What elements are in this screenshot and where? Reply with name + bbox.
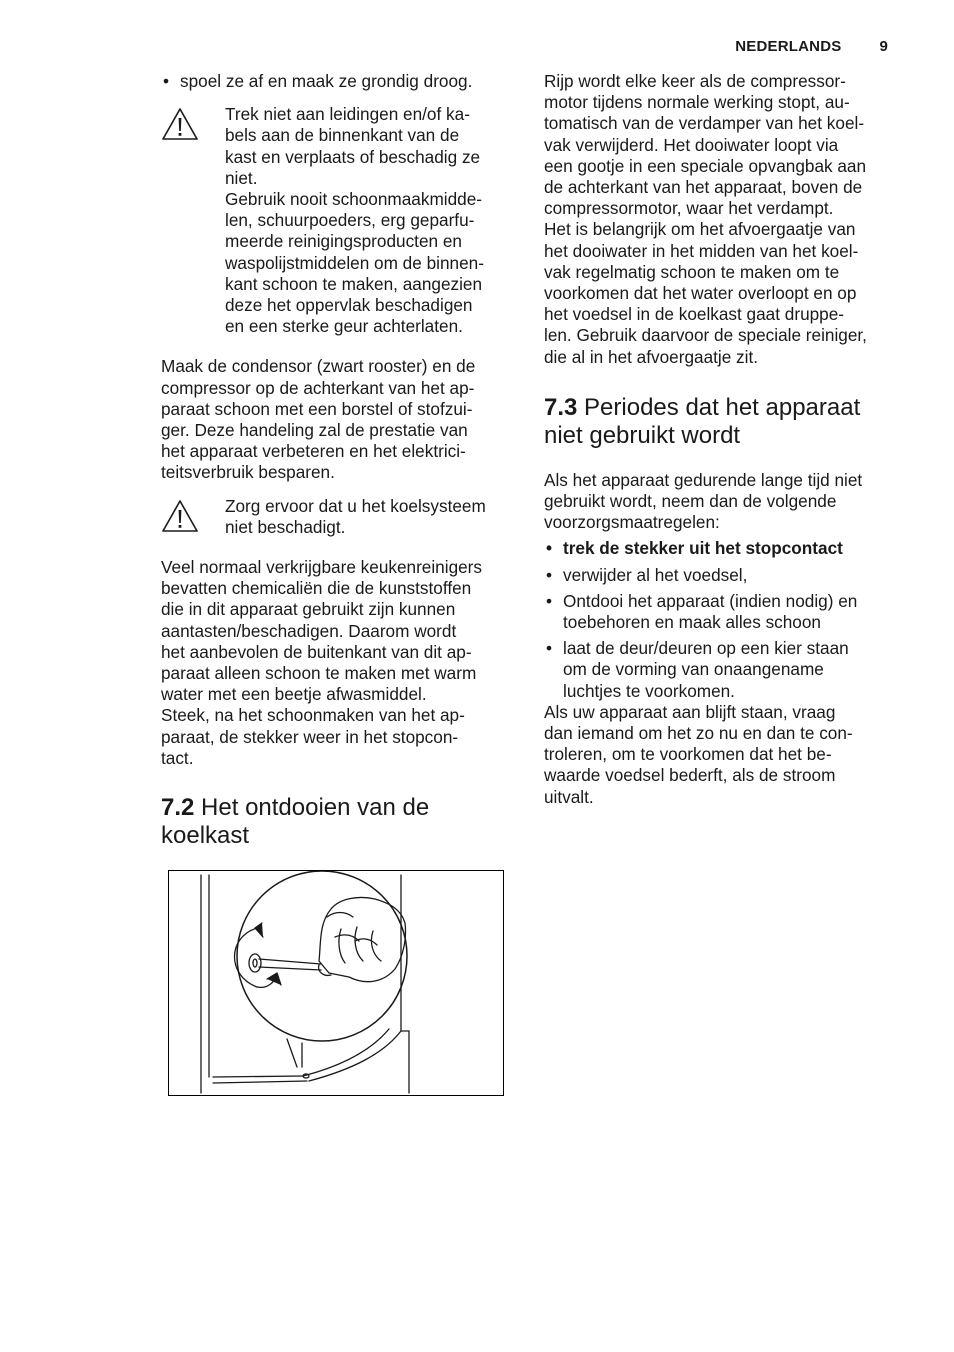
text-line: het aanbevolen de buitenkant van dit ap- <box>161 641 472 662</box>
page-number: 9 <box>879 38 888 55</box>
section-heading-7-3 <box>544 394 896 450</box>
warning-block <box>161 104 513 337</box>
text-line: Trek niet aan leidingen en/of ka- <box>225 104 470 125</box>
page-header <box>735 38 888 55</box>
unused-intro <box>544 470 896 534</box>
text-line: waarde voedsel bederft, als de stroom <box>544 765 836 786</box>
text-line: Gebruik nooit schoonmaakmidde- <box>225 189 482 210</box>
text-line: deze het oppervlak beschadigen <box>225 295 473 316</box>
text-line: bevatten chemicaliën die de kunststoffen <box>161 578 472 599</box>
stay-on-paragraph <box>544 702 896 808</box>
list-item <box>544 565 896 586</box>
section-title: Periodes dat het apparaat <box>584 393 861 421</box>
text-line: toebehoren en maak alles schoon <box>563 612 821 633</box>
text-line: Steek, na het schoonmaken van het ap- <box>161 705 465 726</box>
section-title: koelkast <box>161 822 250 850</box>
text-line: Veel normaal verkrijgbare keukenreinigers <box>161 557 482 578</box>
text-line: luchtjes te voorkomen. <box>563 680 735 701</box>
list-item: • spoel ze af en maak ze grondig droog. <box>161 71 513 92</box>
text-line: voorkomen dat het water overloopt en op <box>544 283 857 304</box>
text-line: de achterkant van het apparaat, boven de <box>544 177 863 198</box>
warning-text <box>225 496 513 538</box>
text-line: compressor op de achterkant van het ap- <box>161 377 475 398</box>
text-line: verwijder al het voedsel, <box>563 564 748 585</box>
text-line: waspolijstmiddelen om de binnen- <box>225 252 484 273</box>
warning-triangle-icon <box>161 496 225 538</box>
text-line: paraat schoon met een borstel of stofzui- <box>161 398 473 419</box>
left-column <box>161 71 513 850</box>
text-line: Als het apparaat gedurende lange tijd niet <box>544 469 863 490</box>
section-number: 7.3 <box>544 393 578 421</box>
list-item <box>544 538 896 559</box>
text-line: die in dit apparaat gebruikt zijn kunnen <box>161 599 456 620</box>
text-line: niet. <box>225 167 258 188</box>
rinse-list <box>161 71 513 92</box>
text-line: aantasten/beschadigen. Daarom wordt <box>161 620 457 641</box>
condensor-paragraph <box>161 356 513 483</box>
text-line: troleren, om te voorkomen dat het be- <box>544 744 832 765</box>
header-language: NEDERLANDS <box>735 38 842 55</box>
text-line: die al in het afvoergaatje zit. <box>544 346 759 367</box>
text-line: trek de stekker uit het stopcontact <box>563 538 843 559</box>
text-line: gebruikt wordt, neem dan de volgende <box>544 491 837 512</box>
cleaners-paragraph <box>161 557 513 769</box>
text-line: vak verwijderd. Het dooiwater loopt via <box>544 134 839 155</box>
section-number: 7.2 <box>161 794 195 822</box>
text-line: tomatisch van de verdamper van het koel- <box>544 113 865 134</box>
text-line: Rijp wordt elke keer als de compressor- <box>544 71 846 91</box>
text-line: water met een beetje afwasmiddel. <box>161 684 427 705</box>
text-line: het dooiwater in het midden van het koel- <box>544 240 859 261</box>
section-title: niet gebruikt wordt <box>544 421 741 449</box>
list-item <box>544 591 896 633</box>
text-line: tact. <box>161 747 194 768</box>
text-line: Het is belangrijk om het afvoergaatje van <box>544 219 856 240</box>
text-line: Maak de condensor (zwart rooster) en de <box>161 356 476 377</box>
defrost-drain-illustration <box>168 870 504 1096</box>
text-line: laat de deur/deuren op een kier staan <box>563 638 849 659</box>
text-line: dan iemand om het zo nu en dan te con- <box>544 723 853 744</box>
defrost-paragraph <box>544 71 896 368</box>
text-line: kant schoon te maken, aangezien <box>225 273 483 294</box>
text-line: het voedsel in de koelkast gaat druppe- <box>544 304 845 325</box>
text-line: len, schuurpoeders, erg geparfu- <box>225 210 475 231</box>
warning-triangle-icon <box>161 104 225 146</box>
text-line: bels aan de binnenkant van de <box>225 125 460 146</box>
text-line: en een sterke geur achterlaten. <box>225 316 463 337</box>
text-line: paraat alleen schoon te maken met warm <box>161 663 477 684</box>
text-line: kast en verplaats of beschadig ze <box>225 146 481 167</box>
text-line: uitvalt. <box>544 786 594 807</box>
warning-text <box>225 104 513 337</box>
warning-block <box>161 496 513 538</box>
right-column <box>544 71 896 808</box>
section-heading-7-2 <box>161 794 513 850</box>
text-line: paraat, de stekker weer in het stopcon- <box>161 726 459 747</box>
list-item <box>544 638 896 702</box>
text-line: vak regelmatig schoon te maken om te <box>544 261 840 282</box>
text-line: Ontdooi het apparaat (indien nodig) en <box>563 590 858 611</box>
precautions-list <box>544 538 896 701</box>
text-line: een gootje in een speciale opvangbak aan <box>544 155 867 176</box>
text-line: ger. Deze handeling zal de prestatie van <box>161 420 468 441</box>
illustration-drawing <box>169 871 503 1095</box>
text-line: niet beschadigt. <box>225 516 346 537</box>
text-line: het apparaat verbeteren en het elektrici- <box>161 441 466 462</box>
text-line: Zorg ervoor dat u het koelsysteem <box>225 495 486 516</box>
text-line: compressormotor, waar het verdampt. <box>544 198 834 219</box>
text-line: om de vorming van onaangename <box>563 659 824 680</box>
section-title: Het ontdooien van de <box>201 794 430 822</box>
text-line: len. Gebruik daarvoor de speciale reiniger, <box>544 325 867 346</box>
text-line: motor tijdens normale werking stopt, au- <box>544 92 850 113</box>
text-line: voorzorgsmaatregelen: <box>544 512 720 533</box>
text-line: teitsverbruik besparen. <box>161 462 335 483</box>
text-line: meerde reinigingsproducten en <box>225 231 462 252</box>
text-line: Als uw apparaat aan blijft staan, vraag <box>544 701 836 722</box>
